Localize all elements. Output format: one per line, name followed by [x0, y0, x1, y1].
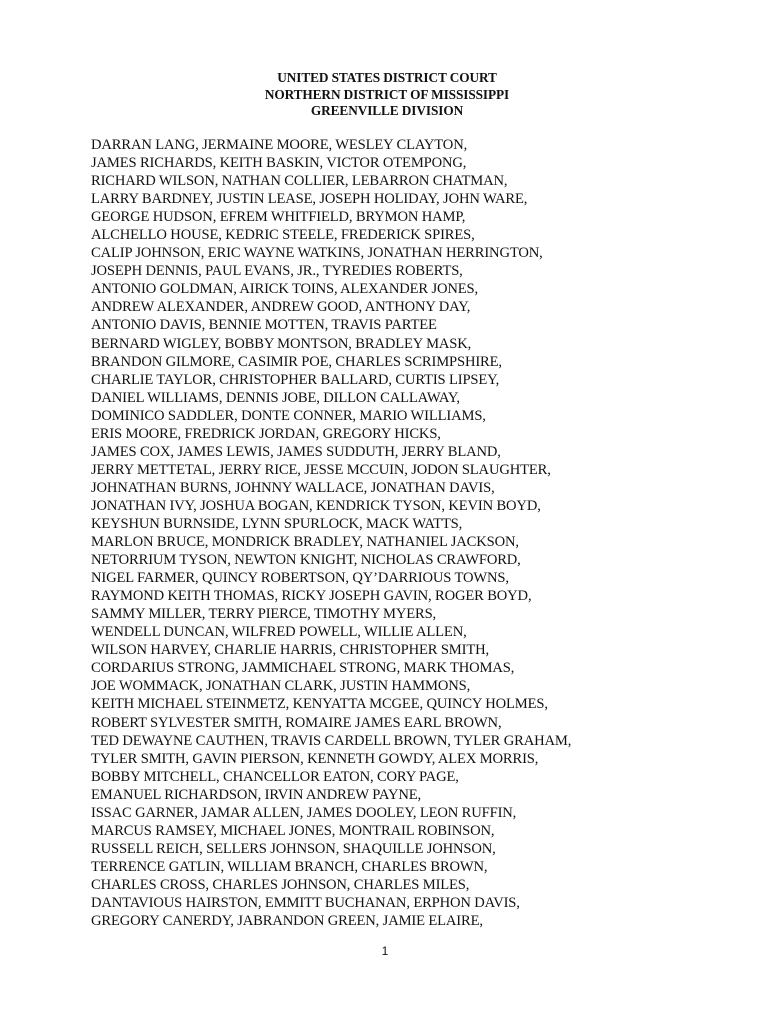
party-line: BERNARD WIGLEY, BOBBY MONTSON, BRADLEY MASK,: [91, 335, 472, 352]
case-caption-header: [0, 70, 770, 120]
party-line: ERIS MOORE, FREDRICK JORDAN, GREGORY HICKS,: [91, 425, 441, 442]
party-line: TYLER SMITH, GAVIN PIERSON, KENNETH GOWDY, ALEX MORRIS,: [91, 750, 539, 767]
party-line: NETORRIUM TYSON, NEWTON KNIGHT, NICHOLAS CRAWFORD,: [91, 552, 521, 569]
party-line: JAMES COX, JAMES LEWIS, JAMES SUDDUTH, JERRY BLAND,: [91, 443, 501, 460]
party-line: RUSSELL REICH, SELLERS JOHNSON, SHAQUILLE JOHNSON,: [91, 840, 496, 857]
page-number: 1: [381, 944, 389, 958]
division-name: GREENVILLE DIVISION: [310, 103, 464, 118]
party-line: ANDREW ALEXANDER, ANDREW GOOD, ANTHONY DAY,: [91, 299, 471, 316]
party-line: TED DEWAYNE CAUTHEN, TRAVIS CARDELL BROWN, TYLER GRAHAM,: [91, 732, 572, 749]
party-line: JOHNATHAN BURNS, JOHNNY WALLACE, JONATHAN DAVIS,: [91, 479, 495, 496]
party-line: ANTONIO GOLDMAN, AIRICK TOINS, ALEXANDER JONES,: [91, 281, 478, 298]
party-line: BRANDON GILMORE, CASIMIR POE, CHARLES SCRIMPSHIRE,: [91, 353, 502, 370]
party-line: CALIP JOHNSON, ERIC WAYNE WATKINS, JONATHAN HERRINGTON,: [91, 245, 543, 262]
party-line: KEYSHUN BURNSIDE, LYNN SPURLOCK, MACK WATTS,: [91, 515, 463, 532]
party-line: SAMMY MILLER, TERRY PIERCE, TIMOTHY MYERS,: [91, 606, 437, 623]
party-line: DOMINICO SADDLER, DONTE CONNER, MARIO WILLIAMS,: [91, 407, 486, 424]
party-line: JAMES RICHARDS, KEITH BASKIN, VICTOR OTEMPONG,: [91, 155, 467, 172]
party-line: CHARLIE TAYLOR, CHRISTOPHER BALLARD, CURTIS LIPSEY,: [91, 371, 500, 388]
party-line: MARCUS RAMSEY, MICHAEL JONES, MONTRAIL ROBINSON,: [91, 822, 495, 839]
party-line: EMANUEL RICHARDSON, IRVIN ANDREW PAYNE,: [91, 786, 422, 803]
party-line: DARRAN LANG, JERMAINE MOORE, WESLEY CLAYTON,: [91, 137, 468, 153]
party-line: LARRY BARDNEY, JUSTIN LEASE, JOSEPH HOLIDAY, JOHN WARE,: [91, 191, 528, 208]
party-line: JONATHAN IVY, JOSHUA BOGAN, KENDRICK TYSON, KEVIN BOYD,: [91, 497, 541, 514]
party-line: WENDELL DUNCAN, WILFRED POWELL, WILLIE ALLEN,: [91, 624, 467, 641]
party-line: DANIEL WILLIAMS, DENNIS JOBE, DILLON CALLAWAY,: [91, 389, 460, 406]
party-line: ANTONIO DAVIS, BENNIE MOTTEN, TRAVIS PARTEE: [91, 317, 437, 334]
district-name: NORTHERN DISTRICT OF MISSISSIPPI: [264, 86, 510, 102]
court-name: UNITED STATES DISTRICT COURT: [277, 70, 497, 85]
party-line: GREGORY CANERDY, JABRANDON GREEN, JAMIE ELAIRE,: [91, 913, 483, 930]
party-line: DANTAVIOUS HAIRSTON, EMMITT BUCHANAN, ERPHON DAVIS,: [91, 894, 520, 911]
party-line: KEITH MICHAEL STEINMETZ, KENYATTA MCGEE, QUINCY HOLMES,: [91, 696, 548, 713]
party-line: JERRY METTETAL, JERRY RICE, JESSE MCCUIN, JODON SLAUGHTER,: [91, 461, 551, 478]
party-line: RICHARD WILSON, NATHAN COLLIER, LEBARRON CHATMAN,: [91, 173, 508, 190]
party-line: TERRENCE GATLIN, WILLIAM BRANCH, CHARLES BROWN,: [91, 858, 488, 875]
party-line: ALCHELLO HOUSE, KEDRIC STEELE, FREDERICK SPIRES,: [91, 227, 475, 244]
party-line: JOSEPH DENNIS, PAUL EVANS, JR., TYREDIES ROBERTS,: [91, 263, 463, 280]
plaintiffs-list: [91, 136, 751, 930]
party-line: ROBERT SYLVESTER SMITH, ROMAIRE JAMES EARL BROWN,: [91, 714, 502, 731]
party-line: RAYMOND KEITH THOMAS, RICKY JOSEPH GAVIN, ROGER BOYD,: [91, 588, 532, 605]
party-line: GEORGE HUDSON, EFREM WHITFIELD, BRYMON HAMP,: [91, 209, 466, 226]
party-line: NIGEL FARMER, QUINCY ROBERTSON, QY’DARRIOUS TOWNS,: [91, 570, 509, 587]
party-line: WILSON HARVEY, CHARLIE HARRIS, CHRISTOPHER SMITH,: [91, 642, 489, 659]
party-line: ISSAC GARNER, JAMAR ALLEN, JAMES DOOLEY, LEON RUFFIN,: [91, 804, 517, 821]
party-line: BOBBY MITCHELL, CHANCELLOR EATON, CORY PAGE,: [91, 768, 459, 785]
party-line: JOE WOMMACK, JONATHAN CLARK, JUSTIN HAMMONS,: [91, 678, 471, 695]
party-line: CHARLES CROSS, CHARLES JOHNSON, CHARLES MILES,: [91, 876, 470, 893]
party-line: CORDARIUS STRONG, JAMMICHAEL STRONG, MARK THOMAS,: [91, 660, 515, 677]
party-line: MARLON BRUCE, MONDRICK BRADLEY, NATHANIEL JACKSON,: [91, 534, 519, 551]
